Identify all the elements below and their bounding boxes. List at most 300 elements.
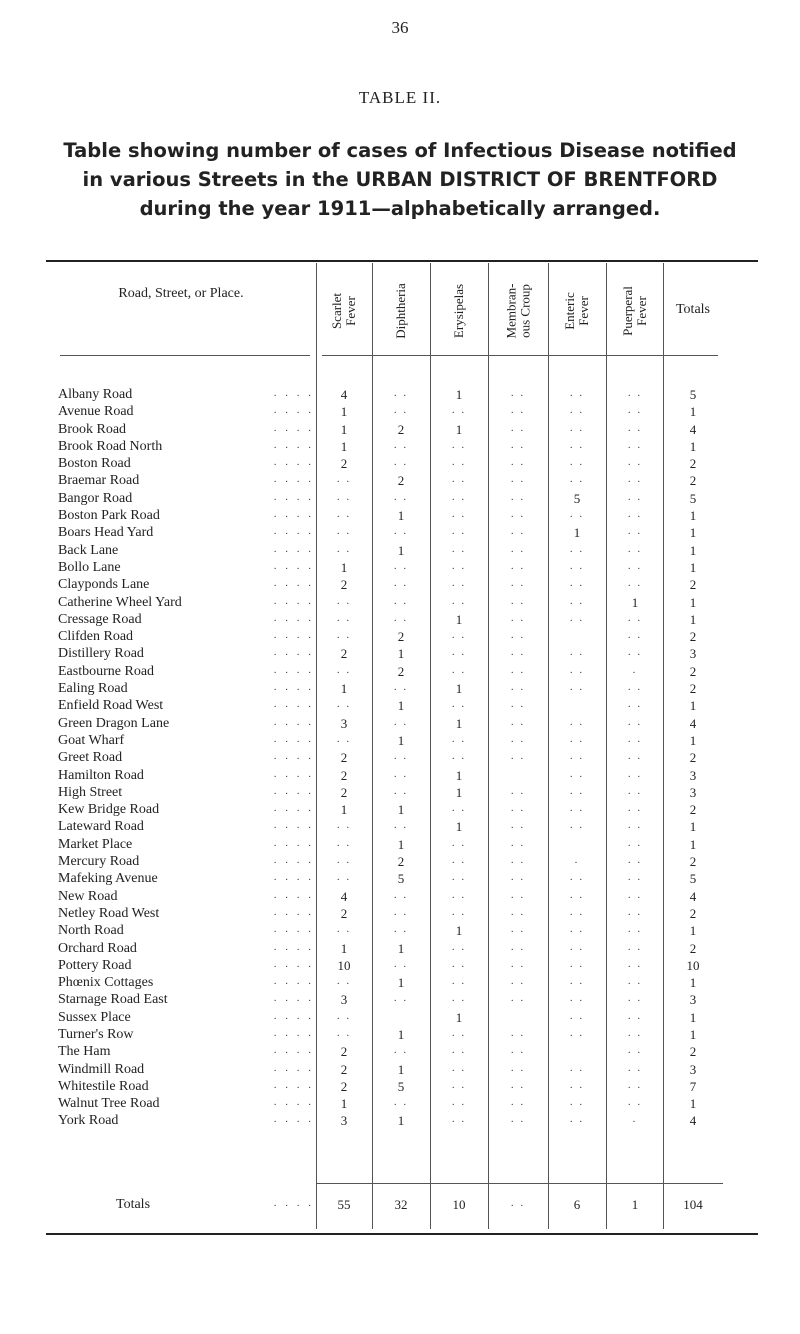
cell-erysipelas: . . bbox=[451, 905, 467, 918]
leader-dots: . . . . bbox=[273, 854, 314, 867]
totals-rule bbox=[316, 1183, 723, 1184]
cell-enteric-fever: . . bbox=[569, 767, 585, 780]
cell-scarlet-fever: . . bbox=[336, 663, 352, 676]
cell-scarlet-fever: . . bbox=[336, 923, 352, 936]
cell-row-total: 1 bbox=[689, 1009, 697, 1025]
cell-row-total: 3 bbox=[689, 784, 697, 800]
leader-dots: . . . . bbox=[273, 594, 314, 607]
cell-enteric-fever: . . bbox=[569, 888, 585, 901]
cell-membranous-croup: . . bbox=[510, 940, 526, 953]
cell-scarlet-fever: 3 bbox=[340, 992, 348, 1008]
cell-membranous-croup: . . bbox=[510, 975, 526, 988]
cell-row-total: 2 bbox=[689, 1044, 697, 1060]
cell-scarlet-fever: 1 bbox=[340, 421, 348, 437]
table-row bbox=[46, 404, 758, 421]
place-name: Catherine Wheel Yard bbox=[58, 594, 182, 610]
cell-enteric-fever: . . bbox=[569, 957, 585, 970]
cell-puerperal-fever: . . bbox=[627, 854, 643, 867]
cell-erysipelas: . . bbox=[451, 871, 467, 884]
cell-enteric-fever: 5 bbox=[573, 490, 581, 506]
cell-row-total: 2 bbox=[689, 802, 697, 818]
cell-row-total: 2 bbox=[689, 681, 697, 697]
place-name: Distillery Road bbox=[58, 646, 144, 662]
table-row bbox=[46, 1027, 758, 1044]
cell-scarlet-fever: . . bbox=[336, 975, 352, 988]
table-row bbox=[46, 387, 758, 404]
caption-line-3: during the year 1911—alphabetically arranged. bbox=[139, 197, 661, 220]
cell-diphtheria: . . bbox=[393, 957, 409, 970]
cell-erysipelas: . . bbox=[451, 940, 467, 953]
cell-membranous-croup: . . bbox=[510, 387, 526, 399]
totals-label: Totals bbox=[116, 1197, 151, 1212]
table-row bbox=[46, 577, 758, 594]
cell-diphtheria: . . bbox=[393, 784, 409, 797]
total-erysipelas: 10 bbox=[452, 1197, 466, 1212]
place-name: Greet Road bbox=[58, 750, 123, 766]
cell-scarlet-fever: 4 bbox=[340, 387, 348, 402]
place-name: Walnut Tree Road bbox=[58, 1096, 160, 1112]
cell-enteric-fever: . . bbox=[569, 871, 585, 884]
cell-scarlet-fever: . . bbox=[336, 871, 352, 884]
cell-scarlet-fever: 1 bbox=[340, 1096, 348, 1112]
caption-line-1: Table showing number of cases of Infectious Disease notified bbox=[63, 139, 737, 162]
cell-scarlet-fever: . . bbox=[336, 1026, 352, 1039]
cell-enteric-fever: . . bbox=[569, 577, 585, 590]
place-name: Pottery Road bbox=[58, 957, 132, 973]
cell-erysipelas: . . bbox=[451, 1096, 467, 1109]
place-name: Boston Park Road bbox=[58, 508, 160, 524]
cell-row-total: 2 bbox=[689, 629, 697, 645]
cell-row-total: 1 bbox=[689, 404, 697, 420]
header-rule bbox=[322, 355, 718, 356]
cell-row-total: 1 bbox=[689, 508, 697, 524]
table-row bbox=[46, 750, 758, 767]
table-row bbox=[46, 923, 758, 940]
cell-membranous-croup: . . bbox=[510, 594, 526, 607]
cell-erysipelas: 1 bbox=[455, 784, 463, 800]
cell-diphtheria: . . bbox=[393, 681, 409, 694]
cell-diphtheria: . . bbox=[393, 490, 409, 503]
cell-row-total: 7 bbox=[689, 1078, 697, 1094]
header-enteric-fever: Enteric Fever bbox=[561, 292, 591, 330]
header-totals: Totals bbox=[675, 302, 710, 317]
cell-membranous-croup: . . bbox=[510, 802, 526, 815]
cell-membranous-croup: . . bbox=[510, 404, 526, 417]
table-row bbox=[46, 681, 758, 698]
cell-membranous-croup: . . bbox=[510, 490, 526, 503]
leader-dots: . . . . bbox=[273, 1009, 314, 1022]
leader-dots: . . . . bbox=[273, 473, 314, 486]
place-name: Clifden Road bbox=[58, 629, 134, 645]
table-row bbox=[46, 595, 758, 612]
cell-row-total: 3 bbox=[689, 992, 697, 1008]
table-row bbox=[46, 473, 758, 490]
cell-membranous-croup: . . bbox=[510, 525, 526, 538]
cell-diphtheria: 1 bbox=[397, 732, 405, 748]
leader-dots: . . . . bbox=[273, 1078, 314, 1091]
leader-dots: . . . . bbox=[273, 888, 314, 901]
cell-row-total: 3 bbox=[689, 1061, 697, 1077]
place-name: Mercury Road bbox=[58, 854, 140, 870]
cell-enteric-fever: . . bbox=[569, 681, 585, 694]
cell-scarlet-fever: . . bbox=[336, 611, 352, 624]
cell-puerperal-fever: . . bbox=[627, 802, 643, 815]
table-row bbox=[46, 1096, 758, 1113]
cell-membranous-croup: . . bbox=[510, 836, 526, 849]
cell-scarlet-fever: . . bbox=[336, 490, 352, 503]
cell-erysipelas: . . bbox=[451, 663, 467, 676]
cell-row-total: 2 bbox=[689, 940, 697, 956]
table-row bbox=[46, 1079, 758, 1096]
cell-enteric-fever: . . bbox=[569, 559, 585, 572]
cell-row-total: 3 bbox=[689, 767, 697, 783]
cell-puerperal-fever: . . bbox=[627, 992, 643, 1005]
cell-diphtheria: . . bbox=[393, 577, 409, 590]
cell-erysipelas: . . bbox=[451, 1113, 467, 1126]
cell-membranous-croup: . . bbox=[510, 577, 526, 590]
cell-diphtheria: 5 bbox=[397, 871, 405, 887]
table-row bbox=[46, 733, 758, 750]
cell-row-total: 5 bbox=[689, 490, 697, 506]
cell-erysipelas: . . bbox=[451, 629, 467, 642]
cell-puerperal-fever: . . bbox=[627, 1026, 643, 1039]
leader-dots: . . . . bbox=[273, 992, 314, 1005]
leader-dots: . . . . bbox=[273, 559, 314, 572]
table-row bbox=[46, 629, 758, 646]
cell-diphtheria: . . bbox=[393, 1044, 409, 1057]
cell-puerperal-fever: . . bbox=[627, 836, 643, 849]
place-name: York Road bbox=[58, 1113, 119, 1129]
cell-enteric-fever: . . bbox=[569, 819, 585, 832]
leader-dots: . . . . bbox=[273, 767, 314, 780]
cell-puerperal-fever: . . bbox=[627, 387, 643, 399]
cell-row-total: 2 bbox=[689, 750, 697, 766]
cell-enteric-fever: . . bbox=[569, 508, 585, 521]
cell-scarlet-fever: 2 bbox=[340, 1044, 348, 1060]
cell-puerperal-fever: . . bbox=[627, 1061, 643, 1074]
cell-scarlet-fever: 2 bbox=[340, 767, 348, 783]
cell-erysipelas: . . bbox=[451, 646, 467, 659]
cell-membranous-croup: . . bbox=[510, 923, 526, 936]
cell-membranous-croup: . . bbox=[510, 629, 526, 642]
cell-puerperal-fever: . . bbox=[627, 438, 643, 451]
cell-scarlet-fever: 1 bbox=[340, 940, 348, 956]
leader-dots: . . . . bbox=[273, 577, 314, 590]
cell-membranous-croup: . . bbox=[510, 421, 526, 434]
leader-dots: . . . . bbox=[273, 698, 314, 711]
cell-row-total: 1 bbox=[689, 819, 697, 835]
place-name: Avenue Road bbox=[58, 404, 134, 420]
cell-membranous-croup: . . bbox=[510, 438, 526, 451]
cell-puerperal-fever: . . bbox=[627, 888, 643, 901]
place-name: High Street bbox=[58, 784, 123, 800]
leader-dots: . . . . bbox=[273, 957, 314, 970]
cell-diphtheria: 2 bbox=[397, 473, 405, 489]
cell-erysipelas: . . bbox=[451, 559, 467, 572]
cell-membranous-croup: . . bbox=[510, 542, 526, 555]
table-row bbox=[46, 716, 758, 733]
cell-diphtheria: 1 bbox=[397, 836, 405, 852]
cell-enteric-fever: . . bbox=[569, 940, 585, 953]
cell-puerperal-fever: . . bbox=[627, 732, 643, 745]
table-label: TABLE II. bbox=[358, 88, 442, 107]
cell-erysipelas: 1 bbox=[455, 923, 463, 939]
place-name: Orchard Road bbox=[58, 940, 137, 956]
place-name: Whitestile Road bbox=[58, 1078, 149, 1094]
cell-erysipelas: . . bbox=[451, 508, 467, 521]
cell-enteric-fever: . . bbox=[569, 732, 585, 745]
cell-membranous-croup: . . bbox=[510, 508, 526, 521]
cell-diphtheria: 1 bbox=[397, 646, 405, 662]
cell-diphtheria: 2 bbox=[397, 629, 405, 645]
cell-scarlet-fever: 2 bbox=[340, 1061, 348, 1077]
cell-diphtheria: 2 bbox=[397, 421, 405, 437]
cell-row-total: 1 bbox=[689, 525, 697, 541]
cell-scarlet-fever: 2 bbox=[340, 1078, 348, 1094]
cell-membranous-croup: . . bbox=[510, 1078, 526, 1091]
table-body bbox=[46, 387, 758, 1131]
cell-erysipelas: . . bbox=[451, 577, 467, 590]
cell-row-total: 2 bbox=[689, 473, 697, 489]
cell-membranous-croup: . . bbox=[510, 1113, 526, 1126]
cell-row-total: 3 bbox=[689, 646, 697, 662]
cell-scarlet-fever: 2 bbox=[340, 905, 348, 921]
cell-membranous-croup: . . bbox=[510, 1044, 526, 1057]
leader-dots: . . . . bbox=[273, 819, 314, 832]
cell-scarlet-fever: 2 bbox=[340, 784, 348, 800]
leader-dots: . . . . bbox=[273, 421, 314, 434]
leader-dots: . . . . bbox=[273, 905, 314, 918]
cell-puerperal-fever: . . bbox=[627, 1044, 643, 1057]
cell-row-total: 4 bbox=[689, 421, 697, 437]
place-name: Hamilton Road bbox=[58, 767, 144, 783]
leader-dots: . . . . bbox=[273, 1096, 314, 1109]
cell-puerperal-fever: . . bbox=[627, 1009, 643, 1022]
table-row bbox=[46, 819, 758, 836]
cell-diphtheria: 2 bbox=[397, 854, 405, 870]
leader-dots: . . . . bbox=[273, 438, 314, 451]
cell-diphtheria: . . bbox=[393, 905, 409, 918]
leader-dots: . . . . bbox=[273, 1061, 314, 1074]
table-row bbox=[46, 456, 758, 473]
cell-membranous-croup: . . bbox=[510, 992, 526, 1005]
cell-membranous-croup: . . bbox=[510, 1096, 526, 1109]
cell-erysipelas: 1 bbox=[455, 715, 463, 731]
cell-scarlet-fever: 1 bbox=[340, 404, 348, 420]
cell-erysipelas: . . bbox=[451, 594, 467, 607]
cell-enteric-fever: . . bbox=[569, 923, 585, 936]
leader-dots: . . . . bbox=[273, 525, 314, 538]
cell-puerperal-fever: . bbox=[632, 663, 638, 676]
cell-enteric-fever: . . bbox=[569, 1009, 585, 1022]
cell-enteric-fever: . . bbox=[569, 1113, 585, 1126]
cell-membranous-croup: . . bbox=[510, 646, 526, 659]
cell-row-total: 2 bbox=[689, 854, 697, 870]
cell-puerperal-fever: . . bbox=[627, 473, 643, 486]
place-name: Braemar Road bbox=[58, 473, 140, 489]
header-puerperal-fever: Puerperal Fever bbox=[620, 286, 649, 336]
total-puerperal-fever: 1 bbox=[631, 1197, 639, 1212]
leader-dots: . . . . bbox=[273, 1113, 314, 1126]
cell-erysipelas: 1 bbox=[455, 681, 463, 697]
cell-scarlet-fever: . . bbox=[336, 629, 352, 642]
cell-scarlet-fever: . . bbox=[336, 1009, 352, 1022]
cell-enteric-fever: . . bbox=[569, 611, 585, 624]
cell-puerperal-fever: . . bbox=[627, 490, 643, 503]
cell-puerperal-fever: . . bbox=[627, 1078, 643, 1091]
cell-puerperal-fever: . . bbox=[627, 577, 643, 590]
cell-puerperal-fever: . . bbox=[627, 681, 643, 694]
cell-row-total: 1 bbox=[689, 1026, 697, 1042]
cell-erysipelas: . . bbox=[451, 1061, 467, 1074]
cell-puerperal-fever: . . bbox=[627, 421, 643, 434]
cell-row-total: 1 bbox=[689, 594, 697, 610]
cell-scarlet-fever: 2 bbox=[340, 750, 348, 766]
table-row bbox=[46, 906, 758, 923]
cell-erysipelas: . . bbox=[451, 1044, 467, 1057]
cell-membranous-croup: . . bbox=[510, 698, 526, 711]
cell-scarlet-fever: 4 bbox=[340, 888, 348, 904]
cell-erysipelas: . . bbox=[451, 1026, 467, 1039]
cell-row-total: 2 bbox=[689, 577, 697, 593]
cell-diphtheria: . . bbox=[393, 923, 409, 936]
place-name: Brook Road bbox=[58, 421, 127, 437]
cell-row-total: 5 bbox=[689, 387, 697, 402]
table-row bbox=[46, 1113, 758, 1130]
cell-row-total: 1 bbox=[689, 1096, 697, 1112]
cell-puerperal-fever: . . bbox=[627, 611, 643, 624]
table-row bbox=[46, 1010, 758, 1027]
cell-membranous-croup: . . bbox=[510, 732, 526, 745]
cell-erysipelas: . . bbox=[451, 750, 467, 763]
place-name: Boston Road bbox=[58, 456, 131, 472]
cell-erysipelas: 1 bbox=[455, 1009, 463, 1025]
cell-erysipelas: . . bbox=[451, 490, 467, 503]
cell-row-total: 2 bbox=[689, 663, 697, 679]
cell-diphtheria: 1 bbox=[397, 975, 405, 991]
cell-row-total: 2 bbox=[689, 905, 697, 921]
place-name: Mafeking Avenue bbox=[58, 871, 158, 887]
cell-enteric-fever: . . bbox=[569, 1026, 585, 1039]
cell-membranous-croup: . . bbox=[510, 905, 526, 918]
cell-diphtheria: . . bbox=[393, 992, 409, 1005]
table-row bbox=[46, 802, 758, 819]
cell-diphtheria: 1 bbox=[397, 940, 405, 956]
cell-puerperal-fever: . . bbox=[627, 525, 643, 538]
cell-scarlet-fever: . . bbox=[336, 698, 352, 711]
place-name: Ealing Road bbox=[58, 681, 128, 697]
table-row bbox=[46, 975, 758, 992]
header-rule bbox=[60, 355, 310, 356]
cell-puerperal-fever: . . bbox=[627, 715, 643, 728]
cell-diphtheria: 1 bbox=[397, 802, 405, 818]
table-row bbox=[46, 664, 758, 681]
cell-scarlet-fever: 2 bbox=[340, 456, 348, 472]
cell-scarlet-fever: 10 bbox=[337, 957, 351, 973]
header-erysipelas: Erysipelas bbox=[451, 283, 466, 339]
place-name: Clayponds Lane bbox=[58, 577, 150, 593]
leader-dots: . . . . bbox=[273, 940, 314, 953]
caption-line-2: in various Streets in the URBAN DISTRICT OF BRENTFORD bbox=[82, 168, 718, 191]
cell-diphtheria: . . bbox=[393, 611, 409, 624]
place-name: Enfield Road West bbox=[58, 698, 164, 714]
total-scarlet-fever: 55 bbox=[337, 1197, 351, 1212]
cell-membranous-croup: . . bbox=[510, 456, 526, 469]
cell-enteric-fever: . . bbox=[569, 404, 585, 417]
table-row bbox=[46, 698, 758, 715]
place-name: Goat Wharf bbox=[58, 732, 125, 748]
cell-puerperal-fever: . . bbox=[627, 750, 643, 763]
table-row bbox=[46, 992, 758, 1009]
cell-enteric-fever: . . bbox=[569, 473, 585, 486]
cell-erysipelas: . . bbox=[451, 957, 467, 970]
cell-scarlet-fever: . . bbox=[336, 525, 352, 538]
cell-row-total: 1 bbox=[689, 611, 697, 627]
cell-row-total: 1 bbox=[689, 698, 697, 714]
cell-puerperal-fever: . . bbox=[627, 559, 643, 572]
place-name: The Ham bbox=[58, 1044, 111, 1060]
place-name: Back Lane bbox=[58, 542, 119, 558]
cell-puerperal-fever: . . bbox=[627, 975, 643, 988]
cell-puerperal-fever: . bbox=[632, 1113, 638, 1126]
cell-enteric-fever: . . bbox=[569, 387, 585, 399]
cell-membranous-croup: . . bbox=[510, 854, 526, 867]
leader-dots: . . . . bbox=[273, 732, 314, 745]
cell-enteric-fever: . . bbox=[569, 992, 585, 1005]
leader-dots: . . . . bbox=[273, 1044, 314, 1057]
cell-erysipelas: . . bbox=[451, 473, 467, 486]
cell-diphtheria: 1 bbox=[397, 698, 405, 714]
cell-row-total: 1 bbox=[689, 542, 697, 558]
cell-row-total: 1 bbox=[689, 923, 697, 939]
cell-membranous-croup: . . bbox=[510, 559, 526, 572]
cell-row-total: 1 bbox=[689, 438, 697, 454]
cell-membranous-croup: . . bbox=[510, 681, 526, 694]
place-name: Sussex Place bbox=[58, 1009, 131, 1025]
cell-membranous-croup: . . bbox=[510, 1061, 526, 1074]
cell-row-total: 2 bbox=[689, 456, 697, 472]
cell-membranous-croup: . . bbox=[510, 1026, 526, 1039]
cell-puerperal-fever: . . bbox=[627, 508, 643, 521]
cell-enteric-fever: . . bbox=[569, 750, 585, 763]
cell-erysipelas: . . bbox=[451, 1078, 467, 1091]
cell-diphtheria: . . bbox=[393, 387, 409, 399]
leader-dots: . . . . bbox=[273, 681, 314, 694]
cell-diphtheria: 5 bbox=[397, 1078, 405, 1094]
place-name: Bollo Lane bbox=[58, 559, 121, 575]
cell-diphtheria: 1 bbox=[397, 1113, 405, 1129]
cell-membranous-croup: . . bbox=[510, 715, 526, 728]
header-membranous-croup: Membran- ous Croup bbox=[503, 283, 532, 339]
leader-dots: . . . . bbox=[273, 923, 314, 936]
cell-puerperal-fever: . . bbox=[627, 871, 643, 884]
place-name: Lateward Road bbox=[58, 819, 144, 835]
cell-erysipelas: . . bbox=[451, 542, 467, 555]
totals-row bbox=[46, 1197, 758, 1217]
cell-enteric-fever: . . bbox=[569, 1061, 585, 1074]
table-row bbox=[46, 525, 758, 542]
table-row bbox=[46, 543, 758, 560]
table-top-rule bbox=[46, 260, 758, 262]
cell-enteric-fever: . . bbox=[569, 438, 585, 451]
leader-dots: . . . . bbox=[273, 715, 314, 728]
table-bottom-rule bbox=[46, 1233, 758, 1235]
cell-diphtheria: 1 bbox=[397, 542, 405, 558]
cell-puerperal-fever: . . bbox=[627, 456, 643, 469]
cell-row-total: 1 bbox=[689, 836, 697, 852]
cell-row-total: 1 bbox=[689, 559, 697, 575]
cell-diphtheria: . . bbox=[393, 525, 409, 538]
